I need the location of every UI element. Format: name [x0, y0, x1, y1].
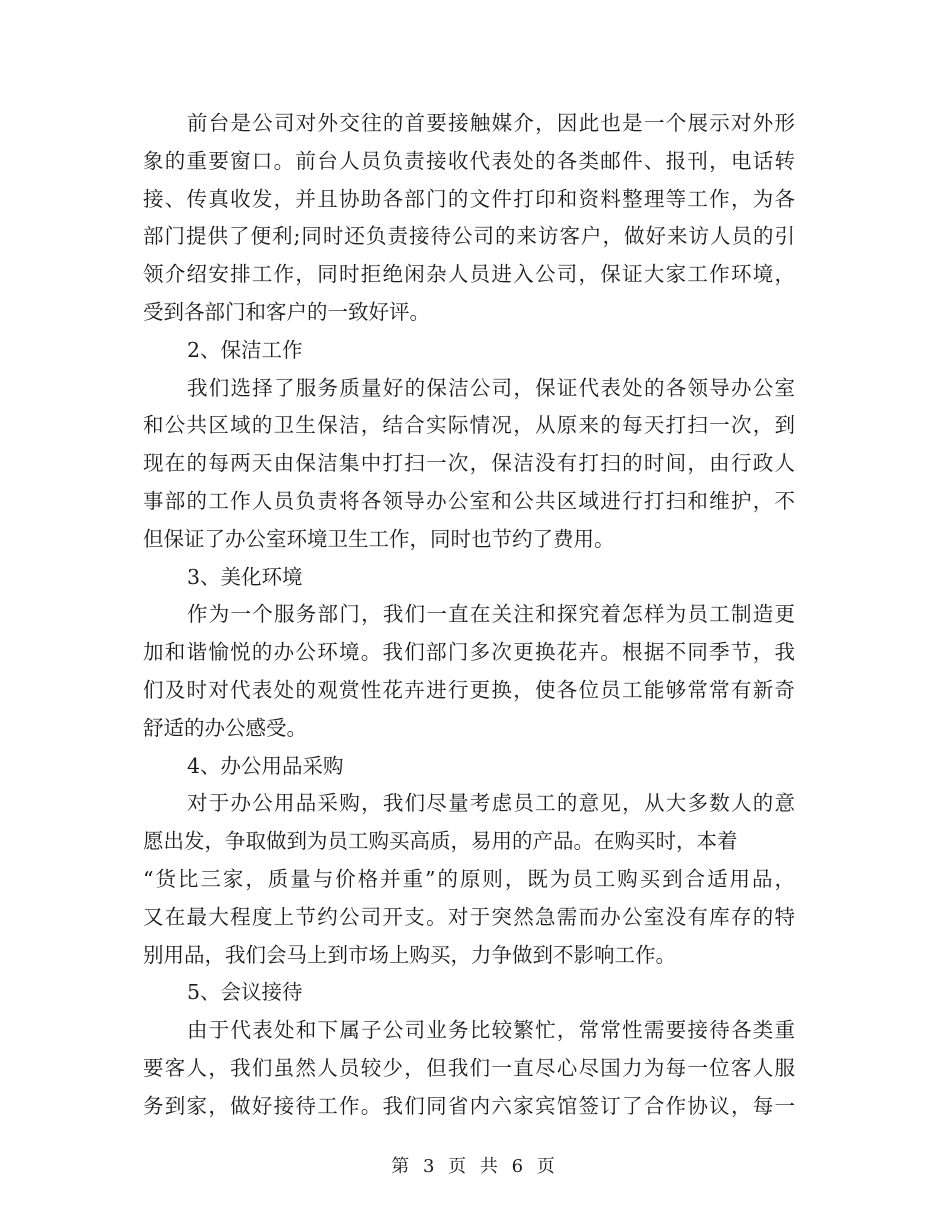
paragraph-line: 由于代表处和下属子公司业务比较繁忙，常常性需要接待各类重 — [187, 1018, 795, 1043]
paragraph-line: 又在最大程度上节约公司开支。对于突然急需而办公室没有库存的特 — [143, 904, 795, 929]
section-heading: 5、会议接待 — [187, 980, 303, 1005]
paragraph-line: 别用品，我们会马上到市场上购买，力争做到不影响工作。 — [143, 942, 676, 967]
paragraph-line: 对于办公用品采购，我们尽量考虑员工的意见，从大多数人的意 — [187, 791, 795, 816]
paragraph-line: 务到家，做好接待工作。我们同省内六家宾馆签订了合作协议，每一 — [143, 1093, 795, 1118]
document-body — [143, 105, 795, 1126]
paragraph-line: 接、传真收发，并且协助各部门的文件打印和资料整理等工作，为各 — [143, 186, 795, 211]
paragraph-line: 我们选择了服务质量好的保洁公司，保证代表处的各领导办公室 — [187, 375, 795, 400]
paragraph-line: 作为一个服务部门，我们一直在关注和探究着怎样为员工制造更 — [187, 602, 795, 627]
section-heading: 2、保洁工作 — [187, 337, 303, 362]
paragraph-line: 和公共区域的卫生保洁，结合实际情况，从原来的每天打扫一次，到 — [143, 413, 795, 438]
paragraph-line: 前台是公司对外交往的首要接触媒介，因此也是一个展示对外形 — [187, 111, 795, 135]
paragraph-line: 舒适的办公感受。 — [143, 715, 307, 740]
paragraph-line: 部门提供了便利;同时还负责接待公司的来访客户，做好来访人员的引 — [143, 224, 795, 249]
page-number-footer: 第 3 页 共 6 页 — [391, 1156, 559, 1177]
paragraph-line: 们及时对代表处的观赏性花卉进行更换，使各位员工能够常常有新奇 — [143, 677, 795, 702]
paragraph-line: 要客人，我们虽然人员较少，但我们一直尽心尽国力为每一位客人服 — [143, 1055, 795, 1080]
paragraph-line: 现在的每两天由保洁集中打扫一次，保洁没有打扫的时间，由行政人 — [143, 451, 795, 476]
paragraph-line: 受到各部门和客户的一致好评。 — [143, 299, 430, 324]
paragraph-line: 加和谐愉悦的办公环境。我们部门多次更换花卉。根据不同季节，我 — [143, 640, 795, 665]
paragraph-line: 愿出发，争取做到为员工购买高质，易用的产品。在购买时，本着 — [143, 829, 738, 854]
paragraph-line: 领介绍安排工作，同时拒绝闲杂人员进入公司，保证大家工作环境， — [143, 262, 795, 287]
section-heading: 4、办公用品采购 — [187, 753, 344, 778]
paragraph-line: “货比三家，质量与价格并重”的原则，既为员工购买到合适用品， — [143, 866, 795, 891]
paragraph-line: 象的重要窗口。前台人员负责接收代表处的各类邮件、报刊，电话转 — [143, 148, 795, 173]
paragraph-line: 但保证了办公室环境卫生工作，同时也节约了费用。 — [143, 526, 615, 551]
section-heading: 3、美化环境 — [187, 564, 303, 589]
paragraph-line: 事部的工作人员负责将各领导办公室和公共区域进行打扫和维护，不 — [143, 488, 795, 513]
